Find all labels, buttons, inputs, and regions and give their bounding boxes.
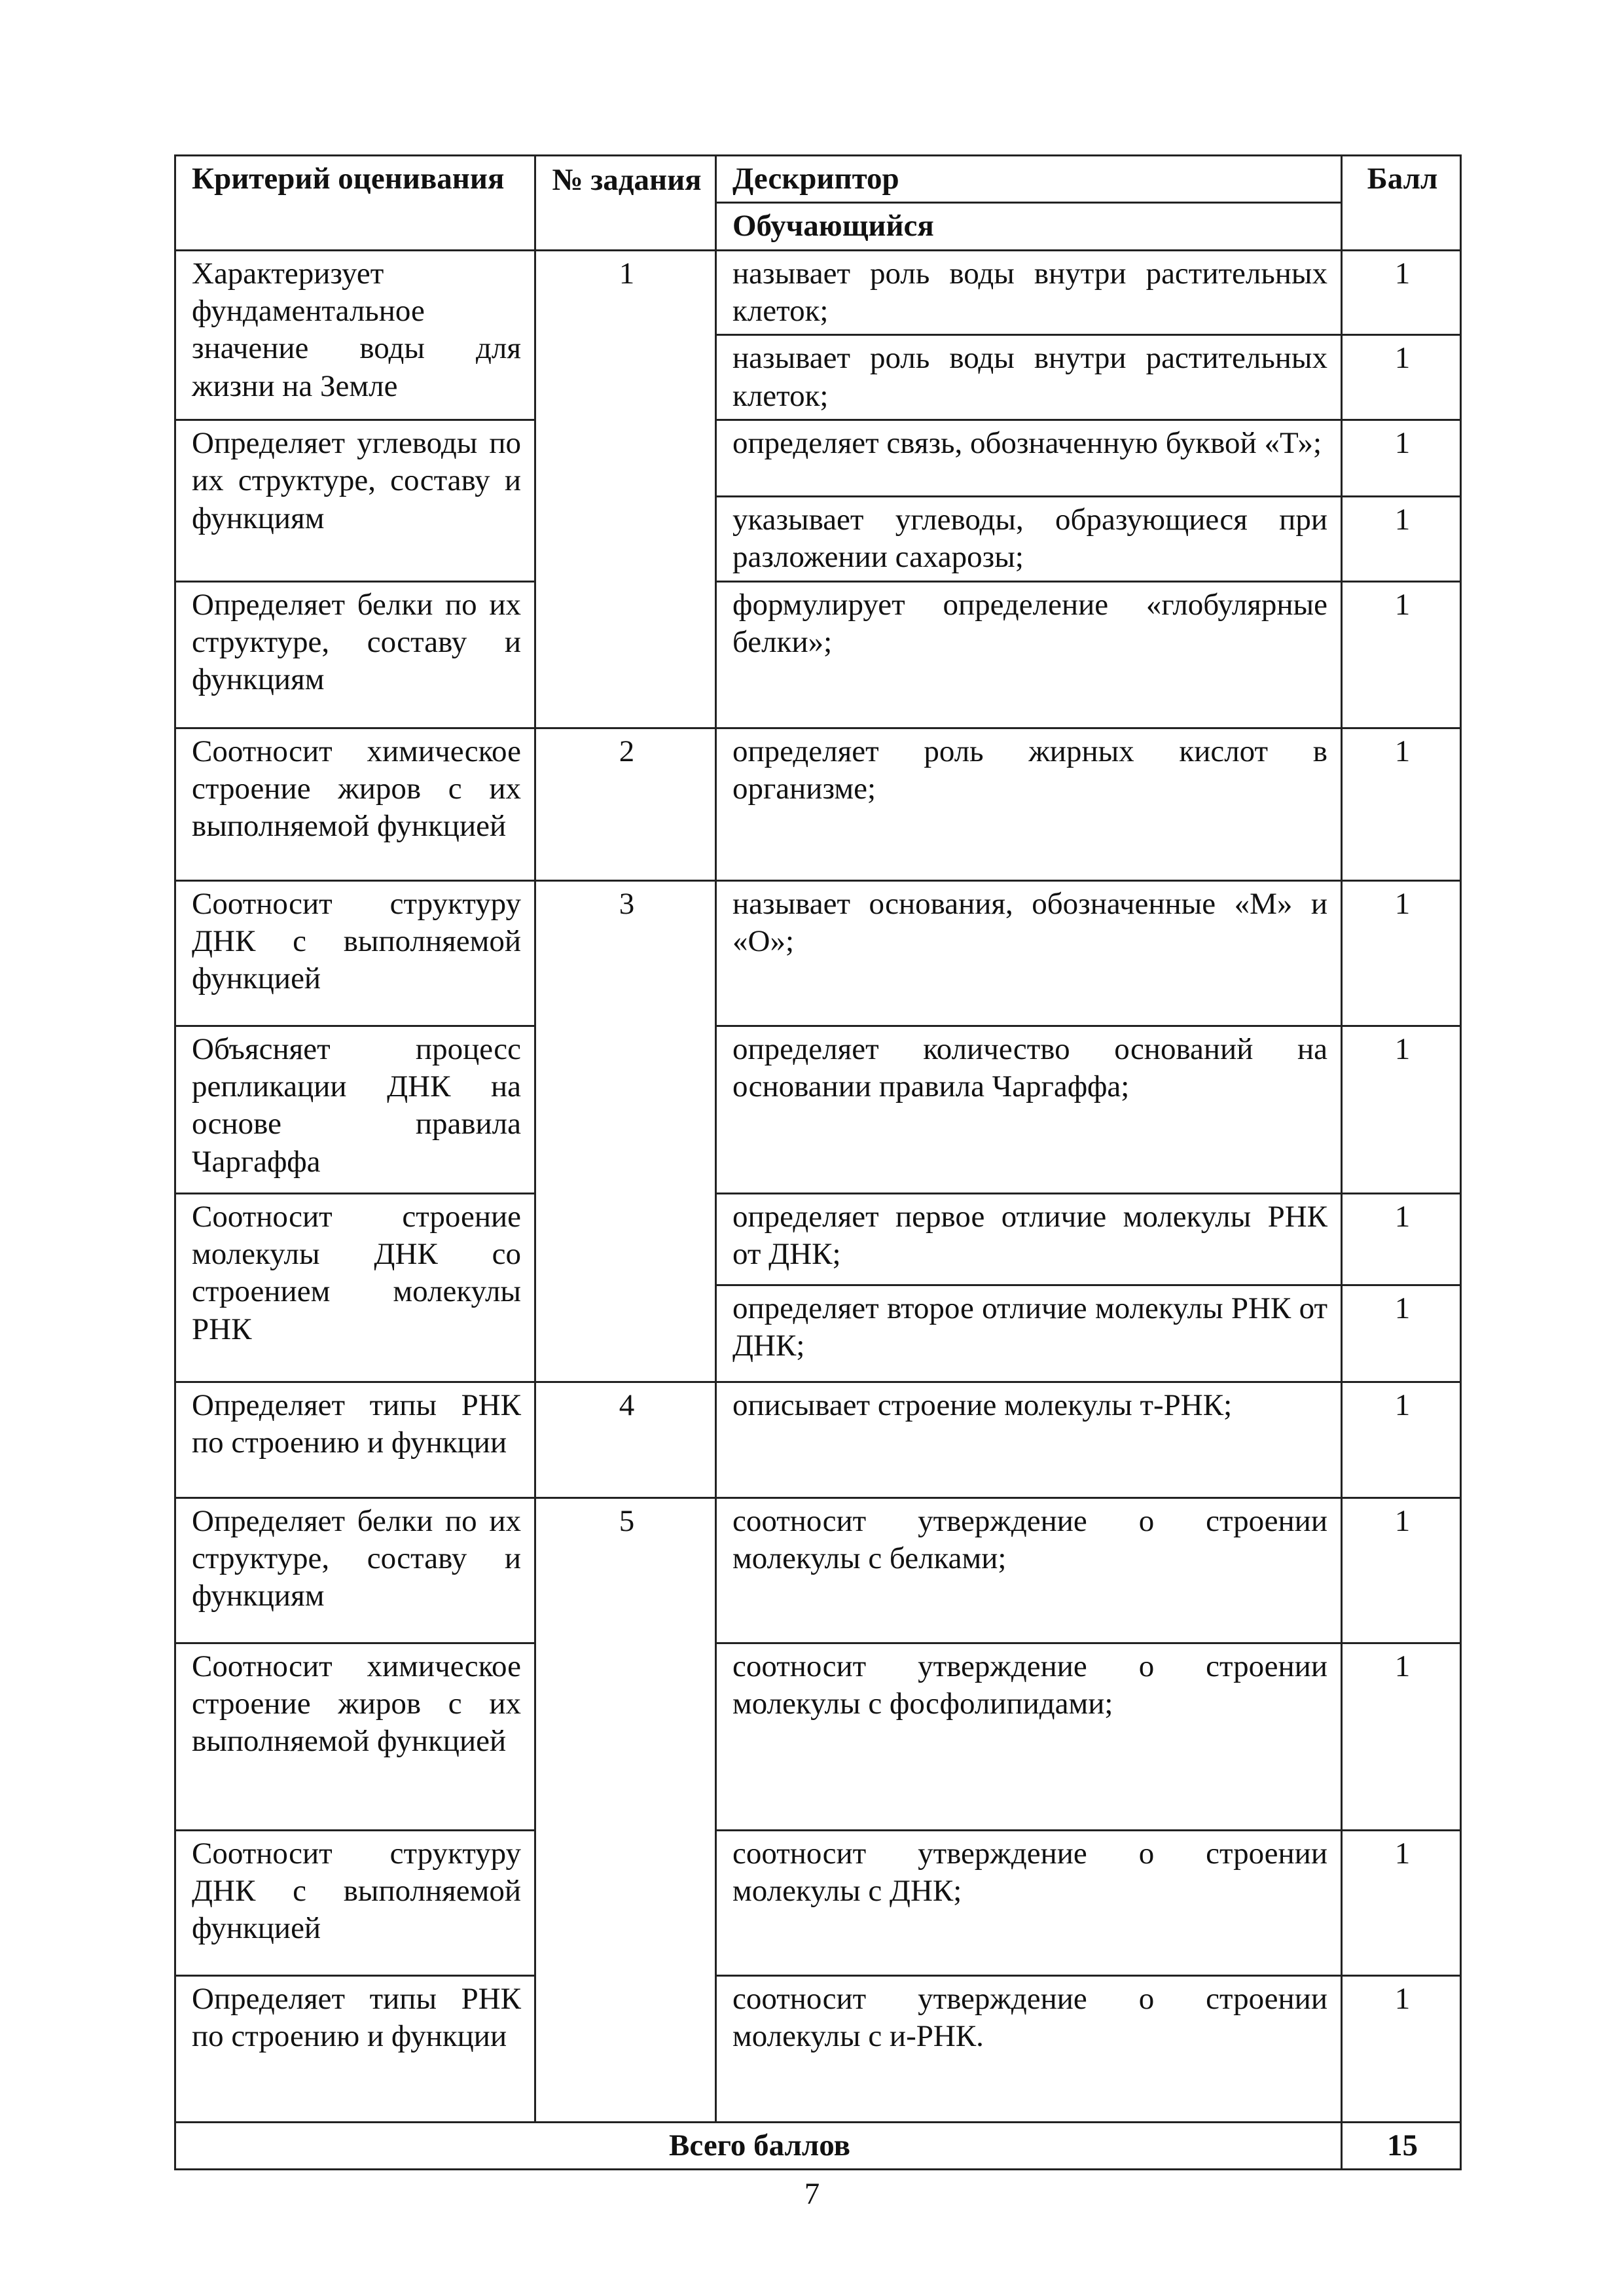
total-row — [175, 2122, 1461, 2169]
header-task-number: № задания — [535, 156, 716, 251]
score-cell: 1 — [1342, 496, 1461, 581]
table-row — [175, 1830, 1461, 1975]
table-row — [175, 420, 1461, 496]
table-row — [175, 1498, 1461, 1643]
criterion-cell: Характеризует фундаментальное значение воды для жизни на Земле — [175, 250, 535, 420]
task-number-cell: 2 — [535, 728, 716, 880]
score-cell: 1 — [1342, 1498, 1461, 1643]
criterion-cell: Определяет углеводы по их структуре, составу и функциям — [175, 420, 535, 581]
descriptor-cell: соотносит утверждение о строении молекулы с белками; — [716, 1498, 1342, 1643]
table-row — [175, 1643, 1461, 1830]
task-number-cell: 4 — [535, 1382, 716, 1498]
descriptor-cell: определяет роль жирных кислот в организме; — [716, 728, 1342, 880]
table-row — [175, 880, 1461, 1026]
criterion-cell: Соотносит химическое строение жиров с их выполняемой функцией — [175, 728, 535, 880]
table-row — [175, 581, 1461, 728]
score-cell: 1 — [1342, 581, 1461, 728]
descriptor-cell: определяет связь, обозначенную буквой «Т»; — [716, 420, 1342, 496]
task-number-cell: 3 — [535, 880, 716, 1382]
score-cell: 1 — [1342, 420, 1461, 496]
criterion-cell: Определяет типы РНК по строению и функции — [175, 1382, 535, 1498]
criterion-cell: Соотносит структуру ДНК с выполняемой функцией — [175, 880, 535, 1026]
score-cell: 1 — [1342, 880, 1461, 1026]
descriptor-cell: соотносит утверждение о строении молекулы с и-РНК. — [716, 1975, 1342, 2122]
score-cell: 1 — [1342, 1830, 1461, 1975]
total-label: Всего баллов — [175, 2122, 1342, 2169]
header-criterion: Критерий оценивания — [175, 156, 535, 251]
score-cell: 1 — [1342, 728, 1461, 880]
criterion-cell: Соотносит структуру ДНК с выполняемой функцией — [175, 1830, 535, 1975]
score-cell: 1 — [1342, 1382, 1461, 1498]
descriptor-cell: называет основания, обозначенные «М» и «О»; — [716, 880, 1342, 1026]
descriptor-cell: соотносит утверждение о строении молекулы с ДНК; — [716, 1830, 1342, 1975]
descriptor-cell: формулирует определение «глобулярные белки»; — [716, 581, 1342, 728]
descriptor-cell: определяет первое отличие молекулы РНК от ДНК; — [716, 1193, 1342, 1285]
header-row — [175, 156, 1461, 203]
table-row — [175, 1382, 1461, 1498]
score-cell: 1 — [1342, 1975, 1461, 2122]
page-number: 7 — [804, 2177, 820, 2211]
score-cell: 1 — [1342, 1193, 1461, 1285]
table-row — [175, 1026, 1461, 1193]
task-number-cell: 1 — [535, 250, 716, 728]
descriptor-cell: называет роль воды внутри растительных клеток; — [716, 250, 1342, 335]
header-descriptor: Дескриптор — [716, 156, 1342, 203]
table-row — [175, 728, 1461, 880]
table-row — [175, 250, 1461, 335]
header-score: Балл — [1342, 156, 1461, 251]
descriptor-cell: описывает строение молекулы т-РНК; — [716, 1382, 1342, 1498]
criterion-cell: Объясняет процесс репликации ДНК на основе правила Чаргаффа — [175, 1026, 535, 1193]
descriptor-cell: указывает углеводы, образующиеся при разложении сахарозы; — [716, 496, 1342, 581]
descriptor-cell: соотносит утверждение о строении молекулы с фосфолипидами; — [716, 1643, 1342, 1830]
descriptor-cell: определяет количество оснований на основании правила Чаргаффа; — [716, 1026, 1342, 1193]
criterion-cell: Соотносит строение молекулы ДНК со строением молекулы РНК — [175, 1193, 535, 1382]
score-cell: 1 — [1342, 250, 1461, 335]
score-cell: 1 — [1342, 1285, 1461, 1382]
table-row — [175, 1193, 1461, 1285]
score-cell: 1 — [1342, 335, 1461, 420]
criterion-cell: Определяет белки по их структуре, составу и функциям — [175, 581, 535, 728]
assessment-rubric-table — [174, 154, 1462, 2170]
descriptor-cell: определяет второе отличие молекулы РНК от ДНК; — [716, 1285, 1342, 1382]
criterion-cell: Определяет типы РНК по строению и функции — [175, 1975, 535, 2122]
total-value: 15 — [1342, 2122, 1461, 2169]
criterion-cell: Соотносит химическое строение жиров с их выполняемой функцией — [175, 1643, 535, 1830]
header-learner: Обучающийся — [716, 203, 1342, 250]
score-cell: 1 — [1342, 1026, 1461, 1193]
score-cell: 1 — [1342, 1643, 1461, 1830]
descriptor-cell: называет роль воды внутри растительных клеток; — [716, 335, 1342, 420]
criterion-cell: Определяет белки по их структуре, составу и функциям — [175, 1498, 535, 1643]
table-row — [175, 1975, 1461, 2122]
task-number-cell: 5 — [535, 1498, 716, 2122]
